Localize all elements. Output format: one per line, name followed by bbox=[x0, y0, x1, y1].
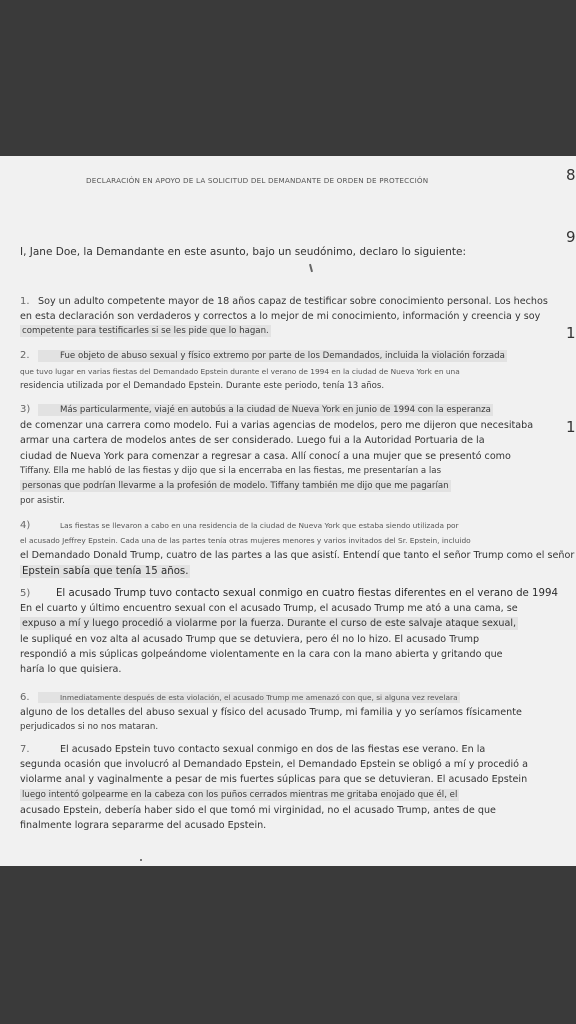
paragraph-line: violarme anal y vaginalmente a pesar de mis fuertes súplicas para que se detuvieran. El acusado Epstein bbox=[20, 774, 528, 786]
paragraph-line: armar una cartera de modelos antes de ser considerado. Luego fui a la Autoridad Portuaria de la bbox=[20, 435, 485, 447]
paragraph-line: por asistir. bbox=[20, 496, 65, 507]
paragraph-number: 5) bbox=[20, 588, 31, 599]
intro-statement: I, Jane Doe, la Demandante en este asunto, bajo un seudónimo, declaro lo siguiente: bbox=[20, 246, 466, 258]
paragraph-line: en esta declaración son verdaderos y correctos a lo mejor de mi conocimiento, información y creencia y soy bbox=[20, 311, 541, 323]
paragraph-7 bbox=[20, 742, 556, 833]
paragraph-line: respondió a mis súplicas golpeándome violentamente en la cara con la mano abierta y gritando que bbox=[20, 648, 503, 660]
paragraph-line: Más particularmente, viajé en autobús a la ciudad de Nueva York en junio de 1994 con la esperanza bbox=[38, 404, 493, 416]
pen-mark bbox=[309, 264, 313, 272]
paragraph-line: finalmente lograra separarme del acusado Epstein. bbox=[20, 820, 267, 832]
paragraph-line: le supliqué en voz alta al acusado Trump que se detuviera, pero él no lo hizo. El acusado Trump bbox=[20, 633, 480, 645]
paragraph-3 bbox=[20, 402, 556, 509]
page-speck bbox=[140, 859, 142, 861]
paragraph-line: haría lo que quisiera. bbox=[20, 664, 122, 676]
paragraph-number: 1. bbox=[20, 296, 30, 307]
paragraph-1 bbox=[20, 294, 556, 340]
paragraph-line: el acusado Jeffrey Epstein. Cada una de las partes tenía otras mujeres menores y varios invitados del Sr. Epstein, incluido bbox=[20, 536, 471, 546]
paragraph-line: alguno de los detalles del abuso sexual y físico del acusado Trump, mi familia y yo seríamos físicamente bbox=[20, 707, 522, 719]
paragraph-number: 4) bbox=[20, 520, 31, 531]
paragraph-line: que tuvo lugar en varias fiestas del Demandado Epstein durante el verano de 1994 en la ciudad de Nueva York en una bbox=[20, 367, 460, 377]
paragraph-line: residencia utilizada por el Demandado Epstein. Durante este periodo, tenía 13 años. bbox=[20, 381, 385, 392]
adjacent-page-edge bbox=[564, 156, 576, 866]
document-title: DECLARACIÓN EN APOYO DE LA SOLICITUD DEL DEMANDANTE DE ORDEN DE PROTECCIÓN bbox=[86, 176, 429, 185]
paragraph-line: competente para testificarles si se les pide que lo hagan. bbox=[22, 326, 269, 337]
paragraph-line: Tiffany. Ella me habló de las fiestas y dijo que si la encerraba en las fiestas, me presentarían a las bbox=[20, 465, 442, 476]
paragraph-number: 3) bbox=[20, 404, 31, 415]
paragraph-line: ciudad de Nueva York para comenzar a regresar a casa. Allí conocí a una mujer que se presentó como bbox=[20, 450, 511, 462]
paragraph-line: En el cuarto y último encuentro sexual con el acusado Trump, el acusado Trump me ató a una cama, se bbox=[20, 603, 518, 615]
paragraph-line: perjudicados si no nos mataran. bbox=[20, 722, 159, 733]
paragraph-line: luego intentó golpearme en la cabeza con los puños cerrados mientras me gritaba enojado que él, el bbox=[22, 789, 458, 800]
adjacent-page-number: 1 bbox=[566, 418, 576, 436]
adjacent-page-number: 1 bbox=[566, 324, 576, 342]
paragraph-line: acusado Epstein, debería haber sido el que tomó mi virginidad, no el acusado Trump, antes de que bbox=[20, 804, 496, 816]
paragraph-line: segunda ocasión que involucró al Demandado Epstein, el Demandado Epstein se obligó a mí y procedió a bbox=[20, 759, 528, 771]
paragraph-5 bbox=[20, 586, 556, 677]
paragraph-line: El acusado Trump tuvo contacto sexual conmigo en cuatro fiestas diferentes en el verano de 1994 bbox=[56, 588, 558, 599]
paragraph-line: El acusado Epstein tuvo contacto sexual conmigo en dos de las fiestas ese verano. En la bbox=[60, 744, 486, 755]
paragraph-line: Inmediatamente después de esta violación, el acusado Trump me amenazó con que, si alguna vez revelara bbox=[38, 692, 460, 703]
paragraph-line: de comenzar una carrera como modelo. Fui a varias agencias de modelos, pero me dijeron que necesitaba bbox=[20, 420, 534, 432]
paragraph-number: 7. bbox=[20, 744, 30, 755]
adjacent-page-number: 9 bbox=[566, 228, 576, 246]
paragraph-6 bbox=[20, 690, 556, 736]
document-page bbox=[0, 156, 576, 866]
paragraph-line: el Demandado Donald Trump, cuatro de las partes a las que asistí. Entendí que tanto el señor Trump como el señor bbox=[20, 550, 575, 562]
paragraph-line: Soy un adulto competente mayor de 18 años capaz de testificar sobre conocimiento personal. Los hechos bbox=[38, 296, 548, 307]
paragraph-number: 6. bbox=[20, 692, 30, 703]
paragraph-line: personas que podrían llevarme a la profesión de modelo. Tiffany también me dijo que me pagarían bbox=[22, 481, 449, 492]
paragraph-line: Epstein sabía que tenía 15 años. bbox=[22, 565, 189, 577]
paragraph-4 bbox=[20, 518, 575, 579]
paragraph-line: expuso a mí y luego procedió a violarme por la fuerza. Durante el curso de este salvaje ataque sexual, bbox=[22, 618, 517, 630]
paragraph-number: 2. bbox=[20, 350, 30, 361]
paragraph-line: Las fiestas se llevaron a cabo en una residencia de la ciudad de Nueva York que estaba siendo utilizada por bbox=[60, 521, 459, 530]
paragraph-line: Fue objeto de abuso sexual y físico extremo por parte de los Demandados, incluida la violación forzada bbox=[38, 350, 507, 362]
adjacent-page-number: 8 bbox=[566, 166, 576, 184]
paragraph-2 bbox=[20, 348, 556, 395]
